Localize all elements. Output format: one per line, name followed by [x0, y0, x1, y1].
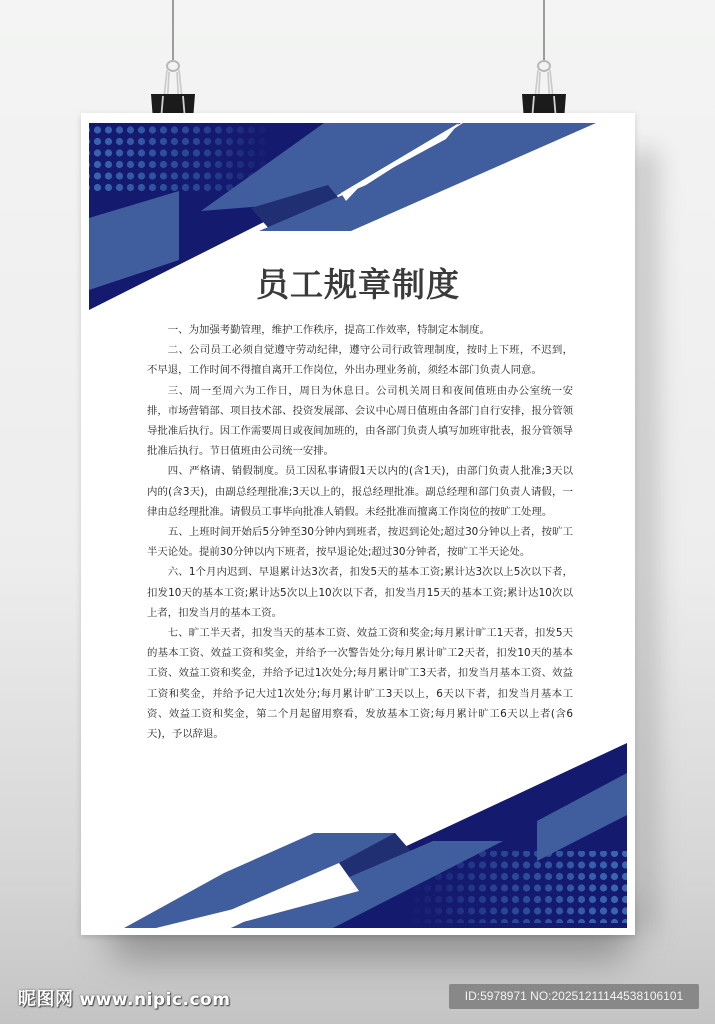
regulation-paragraph-4: 四、严格请、销假制度。员工因私事请假1天以内的(含1天)，由部门负责人批准;3天以内的(含3天)，由副总经理批准;3天以上的，报总经理批准。副总经理和部门负责人请假，一律由总经理批准。请假员工事毕向批准人销假。未经批准而擅离工作岗位的按旷工处理。	[147, 465, 573, 518]
regulation-paragraph-7: 七、旷工半天者，扣发当天的基本工资、效益工资和奖金;每月累计旷工1天者，扣发5天的基本工资、效益工资和奖金，并给予一次警告处分;每月累计旷工2天者，扣发10天的基本工资、效益工资和奖金，并给予记过1次处分;每月累计旷工3天者，扣发当月基本工资、效益工资和奖金，并给予记大过1次处分;每月累计旷工3天以上，6天以下者，扣发当月基本工资、效益工资和奖金，第二个月起留用察看，发放基本工资;每月累计旷工6天以上者(含6天)，予以辞退。	[147, 627, 573, 741]
bottom-geometric-decoration	[81, 733, 635, 935]
regulations-body	[147, 320, 573, 744]
hanging-wire-right	[543, 0, 545, 60]
regulation-paragraph-1: 一、为加强考勤管理，维护工作秩序，提高工作效率，特制定本制度。	[167, 324, 490, 336]
hanging-wire-left	[172, 0, 174, 60]
regulation-paragraph-2: 二、公司员工必须自觉遵守劳动纪律，遵守公司行政管理制度，按时上下班，不迟到，不早退，工作时间不得擅自离开工作岗位，外出办理业务前，须经本部门负责人同意。	[147, 344, 573, 377]
watermark-brand: 昵图网	[18, 989, 74, 1010]
poster-title: 员工规章制度	[256, 265, 460, 304]
poster	[81, 113, 635, 935]
regulation-paragraph-3: 三、周一至周六为工作日，周日为休息日。公司机关周日和夜间值班由办公室统一安排，市场营销部、项目技术部、投资发展部、会议中心周日值班由各部门自行安排，报分管领导批准后执行。因工作需要周日或夜间加班的，由各部门负责人填写加班审批表，报分管领导批准后执行。节日值班由公司统一安排。	[147, 384, 574, 458]
regulation-paragraph-6: 六、1个月内迟到、早退累计达3次者，扣发5天的基本工资;累计达3次以上5次以下者，扣发10天的基本工资;累计达5次以上10次以下者，扣发当月15天的基本工资;累计达10次以上者，扣发当月的基本工资。	[147, 566, 573, 619]
regulation-paragraph-5: 五、上班时间开始后5分钟至30分钟内到班者，按迟到论处;超过30分钟以上者，按旷工半天论处。提前30分钟以内下班者，按早退论处;超过30分钟者，按旷工半天论处。	[147, 526, 573, 559]
watermark-site: www.nipic.com	[79, 990, 231, 1010]
nipic-watermark	[18, 985, 230, 1011]
watermark-id-badge: ID:5978971 NO:20251211144538106101	[449, 984, 699, 1009]
